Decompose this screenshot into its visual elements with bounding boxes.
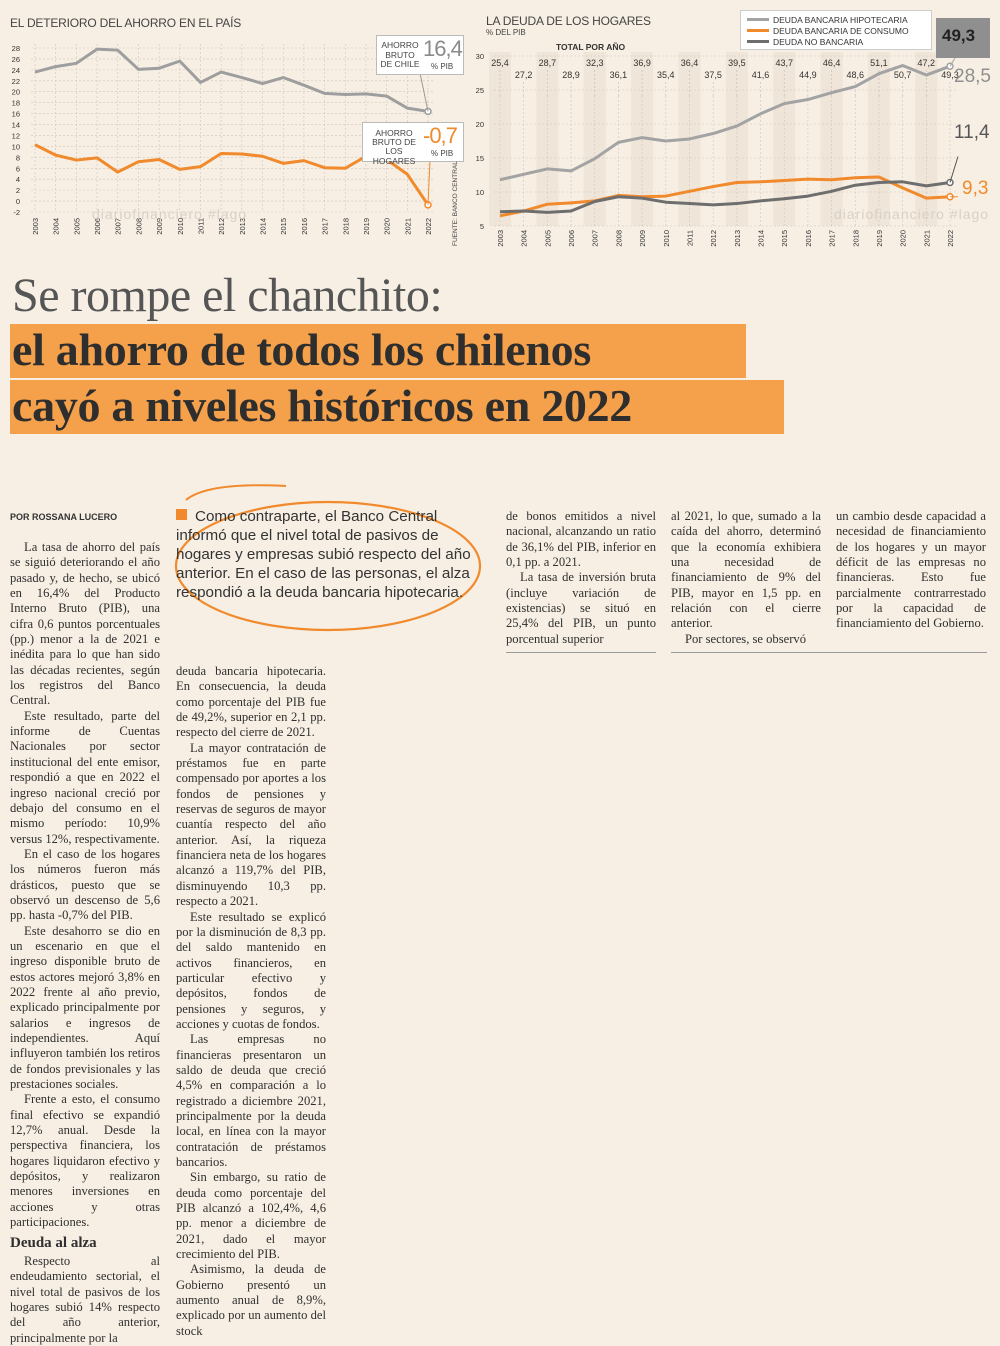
chart2-xtick-label: 2004 — [519, 230, 529, 247]
chart2-label-connector — [950, 156, 958, 182]
column-4 — [671, 509, 821, 647]
chart2-ytick-label: 5 — [479, 222, 484, 231]
paragraph: Sin embargo, su ratio de deuda como porcentaje del PIB alcanzó a 102,4%, 4,6 pp. menor a diciembre de 2021, dado el mayor crecimiento del PIB. — [176, 1170, 326, 1262]
chart1-ytick-label: -2 — [13, 208, 20, 217]
callout-hogares-label: AHORRO BRUTO DE LOS HOGARES — [372, 128, 416, 166]
end-label-no-bancaria: 11,4 — [954, 122, 990, 143]
chart2-xtick-label: 2011 — [685, 230, 695, 247]
chart2-total-label: 25,4 — [491, 58, 509, 68]
chart1-xtick-label: 2003 — [31, 218, 40, 235]
pullquote-text: Como contraparte, el Banco Central informó que el nivel total de pasivos de hogares y empresas subió respecto del año anterior. En el caso de las personas, el alza respondió a la deuda bancaria hipotecaria. — [176, 508, 471, 601]
chart2-total-label: 44,9 — [799, 70, 817, 80]
chart1-ytick-label: 10 — [11, 142, 20, 152]
callout-chile — [376, 35, 464, 75]
chart1-xtick-label: 2008 — [134, 218, 144, 235]
chart1-xtick-label: 2004 — [51, 218, 61, 235]
callout-hogares — [362, 122, 464, 166]
chart1-xtick-label: 2022 — [424, 218, 433, 235]
end-label-hipotecaria: 28,5 — [954, 66, 991, 87]
chart2-xtick-label: 2016 — [803, 230, 813, 247]
chart1-ytick-label: 2 — [15, 186, 20, 196]
chart2-total-label: 36,9 — [633, 58, 651, 68]
chart1-ytick-label: 20 — [11, 87, 20, 97]
chart2-ytick-label: 25 — [475, 86, 484, 95]
column-5 — [836, 509, 986, 632]
chart2-ytick-label: 10 — [475, 188, 484, 197]
chart1-ytick-label: 8 — [15, 153, 20, 163]
paragraph: Asimismo, la deuda de Gobierno presentó un aumento anual de 8,9%, explicado por un aumento del stock — [176, 1262, 326, 1338]
chart1-ytick-label: 28 — [11, 44, 20, 53]
chart2-source: FUENTE: BANCO CENTRAL — [452, 161, 459, 246]
chart1-xtick-label: 2012 — [217, 218, 227, 235]
subhead: Deuda al alza — [10, 1235, 97, 1252]
chart1-ytick-label: 12 — [11, 131, 20, 141]
chart1-xtick-label: 2010 — [175, 218, 185, 235]
column-3 — [506, 509, 656, 647]
chart2-xtick-label: 2018 — [851, 230, 861, 247]
chart2-xtick-label: 2007 — [590, 230, 600, 247]
paragraph: de bonos emitidos a nivel nacional, alcanzando un ratio de 36,1% del PIB, inferior en 0,1 pp. a 2021. — [506, 509, 656, 570]
chart1-callout-connector — [420, 73, 428, 111]
callout-chile-label: AHORRO BRUTO DE CHILE — [380, 40, 420, 69]
paragraph: Este desahorro se dio en un escenario en que el ingreso disponible bruto de estos actores mejoró 3,8% en 2022 frente al año previo, explicado principalmente por salarios e ingresos de independientes. Aquí influyeron también los retiros de fondos previsionales y las prestaciones sociales. — [10, 923, 160, 1092]
legend-label-consumo: DEUDA BANCARIA DE CONSUMO — [773, 26, 909, 36]
paragraph: Este resultado se explicó por la disminución de 8,3 pp. del saldo mantenido en activos financieros, en particular efectivo y depósitos, fondos de pensiones y seguros, y acciones y cuotas de fondos. — [176, 909, 326, 1031]
chart1-xtick-label: 2019 — [361, 218, 371, 235]
chart2-total-label: 39,5 — [728, 58, 746, 68]
chart2-xtick-label: 2015 — [780, 230, 790, 247]
chart1-xtick-label: 2013 — [237, 218, 247, 235]
column-2 — [176, 664, 326, 1339]
paragraph: deuda bancaria hipotecaria. En consecuencia, la deuda como porcentaje del PIB fue de 49,2%, superior en 2,1 pp. respecto del cierre de 2021. — [176, 664, 326, 740]
chart2-total-label: 37,5 — [704, 70, 722, 80]
chart1-callout-connector — [428, 160, 430, 205]
chart2-total-label: 50,7 — [893, 70, 912, 80]
column-4-5-rule — [671, 652, 987, 653]
paragraph: al 2021, lo que, sumado a la caída del ahorro, determinó que la economía exhibiera una necesidad de financiamiento de 9% del PIB, mayor en 1,5 pp. en relación con el cierre anterior. — [671, 509, 821, 631]
pullquote-marker — [176, 509, 187, 520]
chart2-xtick-label: 2003 — [496, 230, 505, 247]
chart2-total-label: 36,4 — [680, 58, 699, 68]
chart1-ytick-label: 4 — [15, 175, 20, 185]
chart1-xtick-label: 2006 — [93, 218, 103, 235]
byline: POR ROSSANA LUCERO — [10, 512, 118, 522]
column-3-rule — [506, 652, 656, 653]
headline-line2: el ahorro de todos los chilenos — [12, 324, 591, 375]
chart2-total-label: 43,7 — [775, 58, 793, 68]
chart1-xtick-label: 2015 — [279, 218, 289, 235]
chart1-xtick-label: 2009 — [155, 218, 165, 235]
chart2-total-label: 27,2 — [514, 70, 533, 80]
chart1-ytick-label: 18 — [11, 98, 20, 108]
chart2-total-label: 47,2 — [917, 58, 936, 68]
chart2-ytick-label: 30 — [475, 52, 484, 61]
chart2-total-label: 51,1 — [870, 58, 888, 68]
chart2-total-label: 36,1 — [609, 70, 628, 80]
paragraph: Este resultado, parte del informe de Cuentas Nacionales por sector institucional del ente emisor, respondió a que en 2022 el ingreso nacional creció por debajo del consumo en el mismo período: 10,9% versus 12%, respectivamente. — [10, 708, 160, 846]
chart2-title: LA DEUDA DE LOS HOGARES — [486, 14, 651, 28]
chart2-total-label: 28,7 — [538, 58, 557, 68]
chart1-xtick-label: 2016 — [299, 218, 309, 235]
chart1-watermark: diariofinanciero #lago — [92, 206, 248, 222]
chart2-total-label: 49,3 — [941, 70, 959, 80]
chart1-xtick-label: 2005 — [72, 218, 82, 235]
chart1-line-ahorro-chile — [35, 49, 428, 111]
chart2-xtick-label: 2012 — [709, 230, 719, 247]
callout-hogares-unit: % PIB — [431, 149, 454, 158]
paragraph: La mayor contratación de préstamos fue en parte compensado por aportes a los fondos de pensiones y reservas de seguros de mayor cuantía respecto del año anterior. Así, la riqueza financiera neta de los hogares alcanzó a 119,7% del PIB, disminuyendo 10,3 pp. respecto a 2021. — [176, 740, 326, 909]
headline-line3: cayó a niveles históricos en 2022 — [12, 380, 632, 431]
chart2-xtick-label: 2017 — [827, 230, 837, 247]
chart2-ytick-label: 20 — [475, 120, 484, 129]
pullquote — [176, 507, 488, 602]
chart1-xtick-label: 2017 — [320, 218, 330, 235]
chart2-subtitle: % DEL PIB — [486, 28, 526, 37]
chart2-xtick-label: 2019 — [874, 230, 884, 247]
paragraph: Respecto al endeudamiento sectorial, el nivel total de pasivos de los hogares subió 14% respecto del año anterior, principalmente por la — [10, 1253, 160, 1345]
chart2-xtick-label: 2006 — [567, 230, 577, 247]
chart1-xtick-label: 2014 — [258, 218, 268, 235]
chart2-total-label: 35,4 — [657, 70, 675, 80]
legend-label-hipotecaria: DEUDA BANCARIA HIPOTECARIA — [773, 15, 908, 25]
chart1-xtick-label: 2007 — [113, 218, 123, 235]
chart2-xtick-label: 2008 — [614, 230, 624, 247]
chart2-total-label: 46,4 — [822, 58, 841, 68]
paragraph: un cambio desde capacidad a necesidad de financiamiento de los hogares y un mayor déficit de las empresas no financieras. Esto fue parcialmente contrarrestado por la capacidad de financiamiento del Gobierno. — [836, 509, 986, 631]
paragraph: Las empresas no financieras presentaron un saldo de deuda que creció 4,5% en comparación a lo registrado a diciembre 2021, principalmente por la deuda local, en línea con la mayor contratación de préstamos bancarios. — [176, 1032, 326, 1169]
chart2-xtick-label: 2014 — [756, 230, 766, 247]
chart1-ytick-label: 14 — [11, 120, 20, 130]
chart2-xtick-label: 2022 — [946, 230, 955, 247]
end-label-total-value: 49,3 — [942, 26, 976, 45]
chart2-total-label: TOTAL POR AÑO — [556, 42, 626, 52]
chart2-total-label: 48,6 — [846, 70, 865, 80]
headline-line1: Se rompe el chanchito: — [12, 269, 443, 322]
chart1-title: EL DETERIORO DEL AHORRO EN EL PAÍS — [10, 16, 242, 30]
chart1-ytick-label: 0 — [15, 197, 20, 207]
chart2-xtick-label: 2013 — [732, 230, 742, 247]
paragraph: La tasa de inversión bruta (incluye variación de existencias) se situó en 25,4% del PIB, un punto porcentual superior — [506, 570, 656, 646]
legend-label-no-bancaria: DEUDA NO BANCARIA — [773, 37, 864, 47]
chart1-ytick-label: 22 — [11, 76, 20, 86]
chart1-xtick-label: 2020 — [382, 218, 392, 235]
paragraph: Frente a esto, el consumo final efectivo se expandió 12,7% anual. Desde la perspectiva financiera, los hogares liquidaron efectivo y depósitos, y realizaron menores inversiones en acciones y otras participaciones. — [10, 1092, 160, 1230]
chart1-xtick-label: 2021 — [403, 218, 413, 235]
chart1-ytick-label: 26 — [11, 54, 20, 64]
chart1-xtick-label: 2018 — [341, 218, 351, 235]
paragraph: La tasa de ahorro del país se siguió deteriorando el año pasado y, de hecho, se ubicó en 16,4% del Producto Interno Bruto (PIB), una cifra 0,6 puntos porcentuales (pp.) menor a la de 2021 e inédita para lo que han sido las décadas recientes, según los registros del Banco Central. — [10, 540, 160, 708]
end-label-consumo: 9,3 — [962, 178, 989, 199]
chart2-total-label: 41,6 — [751, 70, 770, 80]
paragraph: En el caso de los hogares los números fueron más drásticos, puesto que se observó un descenso de 5,6 pp. hasta -0,7% del PIB. — [10, 846, 160, 923]
chart2-xtick-label: 2005 — [543, 230, 553, 247]
chart2-xtick-label: 2021 — [922, 230, 932, 247]
callout-hogares-value: -0,7 — [423, 123, 457, 148]
chart2-ytick-label: 15 — [475, 154, 484, 163]
chart2-total-label: 28,9 — [562, 70, 580, 80]
paragraph: Por sectores, se observó — [685, 631, 807, 646]
chart2-xtick-label: 2009 — [638, 230, 648, 247]
chart1-ytick-label: 6 — [15, 164, 20, 174]
chart1-xtick-label: 2011 — [196, 218, 206, 235]
callout-chile-unit: % PIB — [431, 62, 454, 71]
chart2-xtick-label: 2010 — [661, 230, 671, 247]
column-1 — [10, 540, 160, 1346]
chart2-total-label: 32,3 — [585, 58, 604, 68]
chart2-xtick-label: 2020 — [898, 230, 908, 247]
chart2-watermark: diariofinanciero #lago — [834, 206, 990, 222]
callout-chile-value: 16,4 — [423, 36, 462, 61]
chart1-ytick-label: 24 — [11, 65, 20, 75]
chart1-ytick-label: 16 — [11, 109, 20, 119]
